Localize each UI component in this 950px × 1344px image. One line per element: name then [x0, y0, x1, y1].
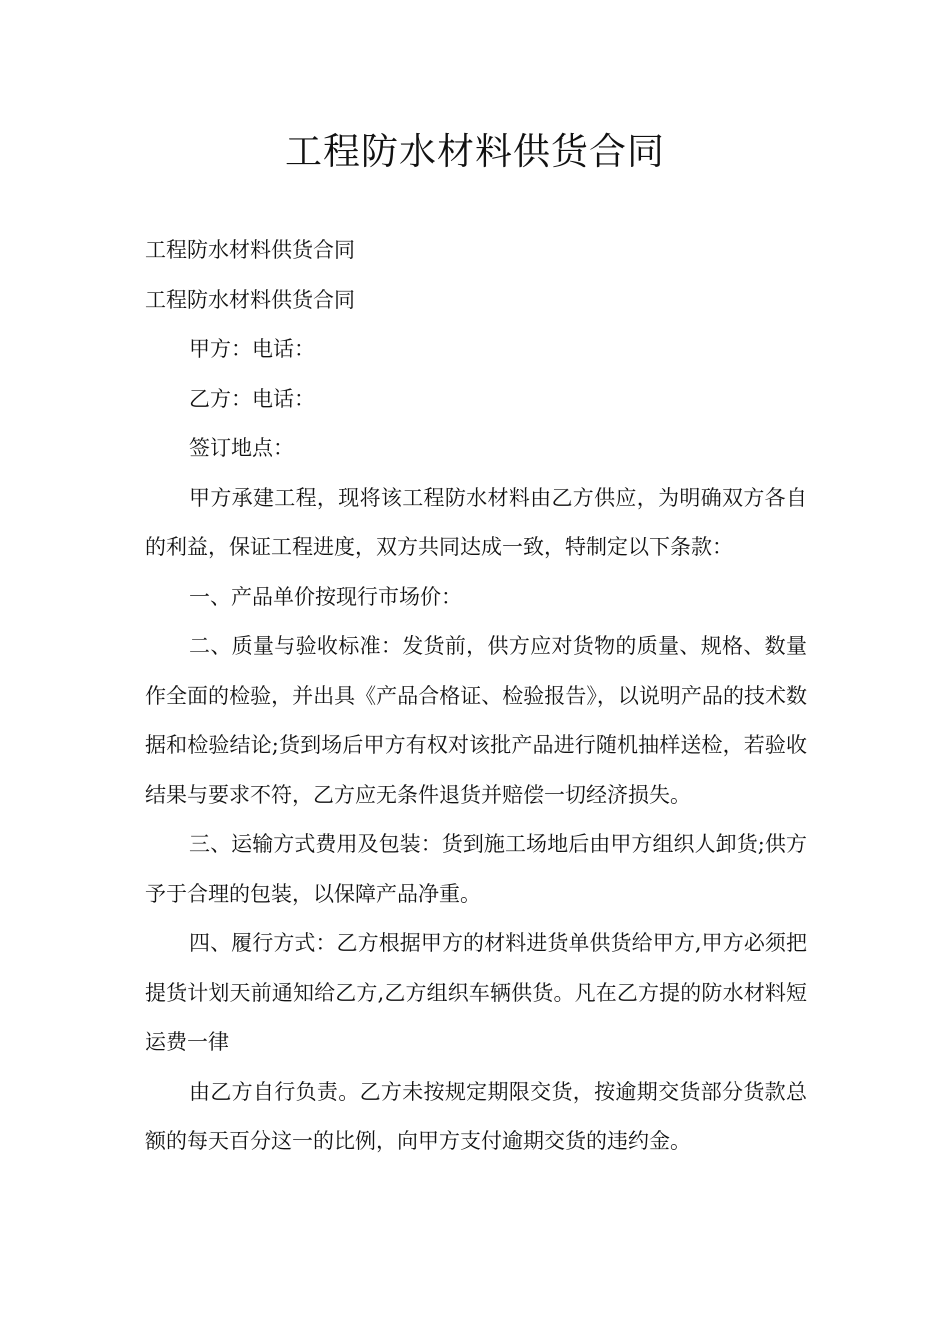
- clause-3: 三、运输方式费用及包装：货到施工场地后由甲方组织人卸货;供方予于合理的包装，以保障产品净重。: [145, 832, 807, 906]
- party-b-line: 乙方：电话：: [189, 386, 315, 411]
- signing-place-line: 签订地点：: [189, 436, 294, 460]
- paragraph: 工程防水材料供货合同: [145, 287, 355, 312]
- clause-4: 四、履行方式：乙方根据甲方的材料进货单供货给甲方,甲方必须把提货计划天前通知给乙方,乙方组织车辆供货。凡在乙方提的防水材料短运费一律: [145, 931, 807, 1054]
- clause-1: 一、产品单价按现行市场价：: [189, 584, 462, 609]
- paragraph: 工程防水材料供货合同: [145, 238, 355, 262]
- paragraph: 甲方承建工程，现将该工程防水材料由乙方供应，为明确双方各自的利益，保证工程进度，双方共同达成一致，特制定以下条款：: [145, 485, 807, 559]
- document-body: [145, 226, 807, 1167]
- party-a-line: 甲方：电话：: [189, 337, 315, 361]
- document-title: 工程防水材料供货合同: [285, 130, 665, 173]
- clause-2: 二、质量与验收标准：发货前，供方应对货物的质量、规格、数量作全面的检验，并出具《产品合格证、检验报告》，以说明产品的技术数据和检验结论;货到场后甲方有权对该批产品进行随机抽样送检，若验收结果与要求不符，乙方应无条件退货并赔偿一切经济损失。: [145, 634, 807, 807]
- clause-4-continued: 由乙方自行负责。乙方未按规定期限交货，按逾期交货部分货款总额的每天百分这一的比例，向甲方支付逾期交货的违约金。: [145, 1079, 807, 1153]
